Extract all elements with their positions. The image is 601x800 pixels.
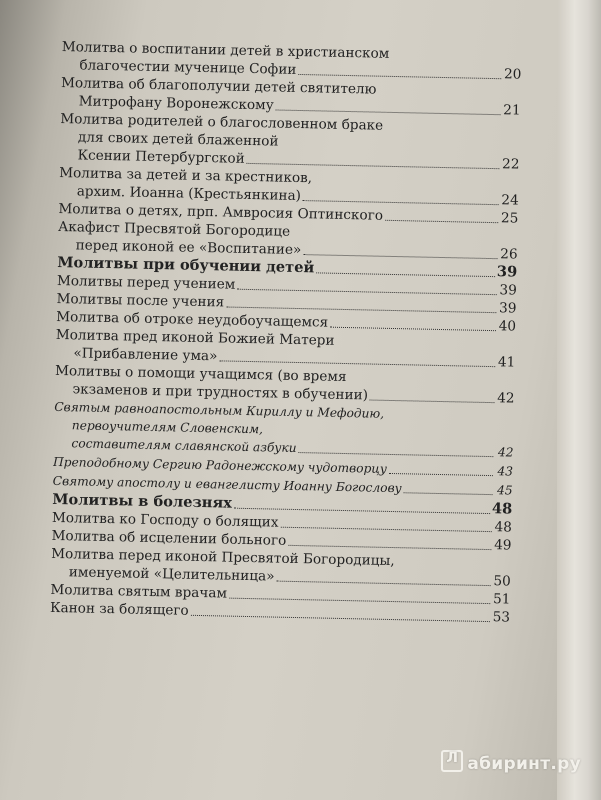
dot-leader (330, 323, 496, 331)
toc-entry-title: первоучителям Словенским, (71, 418, 264, 437)
dot-leader (370, 396, 495, 404)
dot-leader (404, 488, 493, 495)
toc-entry-title: Молитва родителей о благословенном браке (60, 110, 384, 134)
dot-leader (303, 196, 499, 205)
dot-leader (288, 541, 491, 550)
watermark-logo (441, 750, 581, 774)
dot-leader (276, 105, 501, 115)
toc-entry-title: Молитва ко Господу о болящих (51, 509, 279, 531)
dot-leader (303, 250, 497, 259)
toc-entry-title: Молитва об отроке неудобоучащемся (55, 308, 329, 331)
toc-entry-title: Молитва об благополучии детей святителю (60, 74, 377, 98)
toc-entry-title: составителям славянской азбуки (71, 436, 297, 456)
watermark-text: абиринт.ру (467, 754, 581, 774)
toc-entry-title: именуемой «Целительница» (68, 564, 275, 585)
toc-entry[interactable] (59, 110, 520, 174)
toc-entry-title: «Прибавление ума» (73, 345, 218, 365)
dot-leader (191, 611, 490, 622)
dot-leader (247, 159, 500, 169)
toc-page-number: 48 (494, 519, 513, 536)
toc-entry-title: Молитвы перед учением (56, 272, 236, 293)
toc-entry-title: Акафист Пресвятой Богородице (57, 218, 291, 240)
table-of-contents (50, 38, 522, 627)
toc-page-number: 21 (503, 102, 521, 119)
toc-page-number: 45 (496, 483, 513, 498)
toc-entry-title: экзаменов и при трудностях в обучении) (72, 381, 369, 404)
dot-leader (234, 504, 490, 514)
toc-entry-title: Молитва пред иконой Божией Матери (55, 326, 335, 349)
dot-leader (276, 577, 490, 586)
dot-leader (389, 469, 493, 476)
toc-page-number: 26 (500, 246, 518, 263)
dot-leader (298, 70, 501, 79)
toc-page-number: 40 (498, 318, 517, 335)
toc-entry-title: Митрофану Воронежскому (78, 93, 274, 114)
toc-entry-title: Молитва перед иконой Пресвятой Богородицы, (51, 545, 395, 570)
toc-entry-title: Ксении Петербургской (77, 147, 245, 167)
toc-page-number: 39 (496, 263, 518, 281)
dot-leader (298, 448, 493, 457)
toc-entry-title: Святым равноапостольным Кириллу и Мефодию, (54, 399, 385, 421)
toc-page-number: 25 (500, 210, 519, 227)
toc-page-number: 49 (493, 537, 512, 554)
toc-page-number: 42 (497, 445, 514, 460)
toc-page-number: 22 (501, 156, 520, 173)
toc-entry-title: Молитва святым врачам (50, 581, 228, 602)
toc-page-number: 53 (492, 609, 511, 626)
toc-page-number: 24 (501, 192, 519, 209)
toc-entry-title: Святому апостолу и евангелисту Иоанну Богослову (52, 473, 402, 496)
labirint-logo-icon (441, 750, 463, 772)
toc-page-number: 20 (503, 66, 522, 83)
toc-entry-title: для своих детей блаженной (77, 129, 279, 150)
toc-entry-title: Преподобному Сергию Радонежскому чудотворцу (52, 454, 388, 476)
toc-entry-title: Молитвы в болезнях (52, 490, 233, 512)
toc-page-number: 50 (493, 573, 511, 590)
toc-entry[interactable] (53, 398, 514, 462)
toc-entry-title: Молитвы о помощи учащимся (во время (54, 362, 347, 386)
toc-page-number: 39 (498, 300, 517, 317)
toc-entry-title: Молитва о воспитании детей в христианском (61, 38, 390, 62)
toc-entry-title: архим. Иоанна (Крестьянкина) (76, 183, 302, 205)
dot-leader (316, 268, 495, 277)
toc-entry-title: благочестии мученице Софии (79, 57, 297, 78)
toc-page-number: 39 (499, 282, 517, 299)
toc-page-number: 42 (497, 390, 515, 407)
dot-leader (385, 216, 498, 223)
toc-entry-title: Молитвы после учения (56, 290, 225, 311)
toc-entry-title: Молитва о детях, прп. Амвросия Оптинского (58, 200, 384, 224)
toc-page-number: 51 (492, 591, 511, 608)
toc-page-number: 48 (491, 500, 513, 518)
toc-entry-title: Молитвы при обучении детей (57, 253, 315, 277)
toc-page-number: 41 (497, 354, 516, 371)
toc-entry-title: Молитва за детей и за крестников, (59, 164, 313, 187)
dot-leader (280, 523, 491, 532)
toc-entry-title: Канон за болящего (49, 599, 189, 619)
toc-entry-title: перед иконой ее «Воспитание» (75, 237, 302, 259)
toc-page-number: 43 (497, 464, 514, 479)
toc-entry-title: Молитва об исцелении больного (51, 527, 287, 549)
page-edge (557, 0, 601, 800)
